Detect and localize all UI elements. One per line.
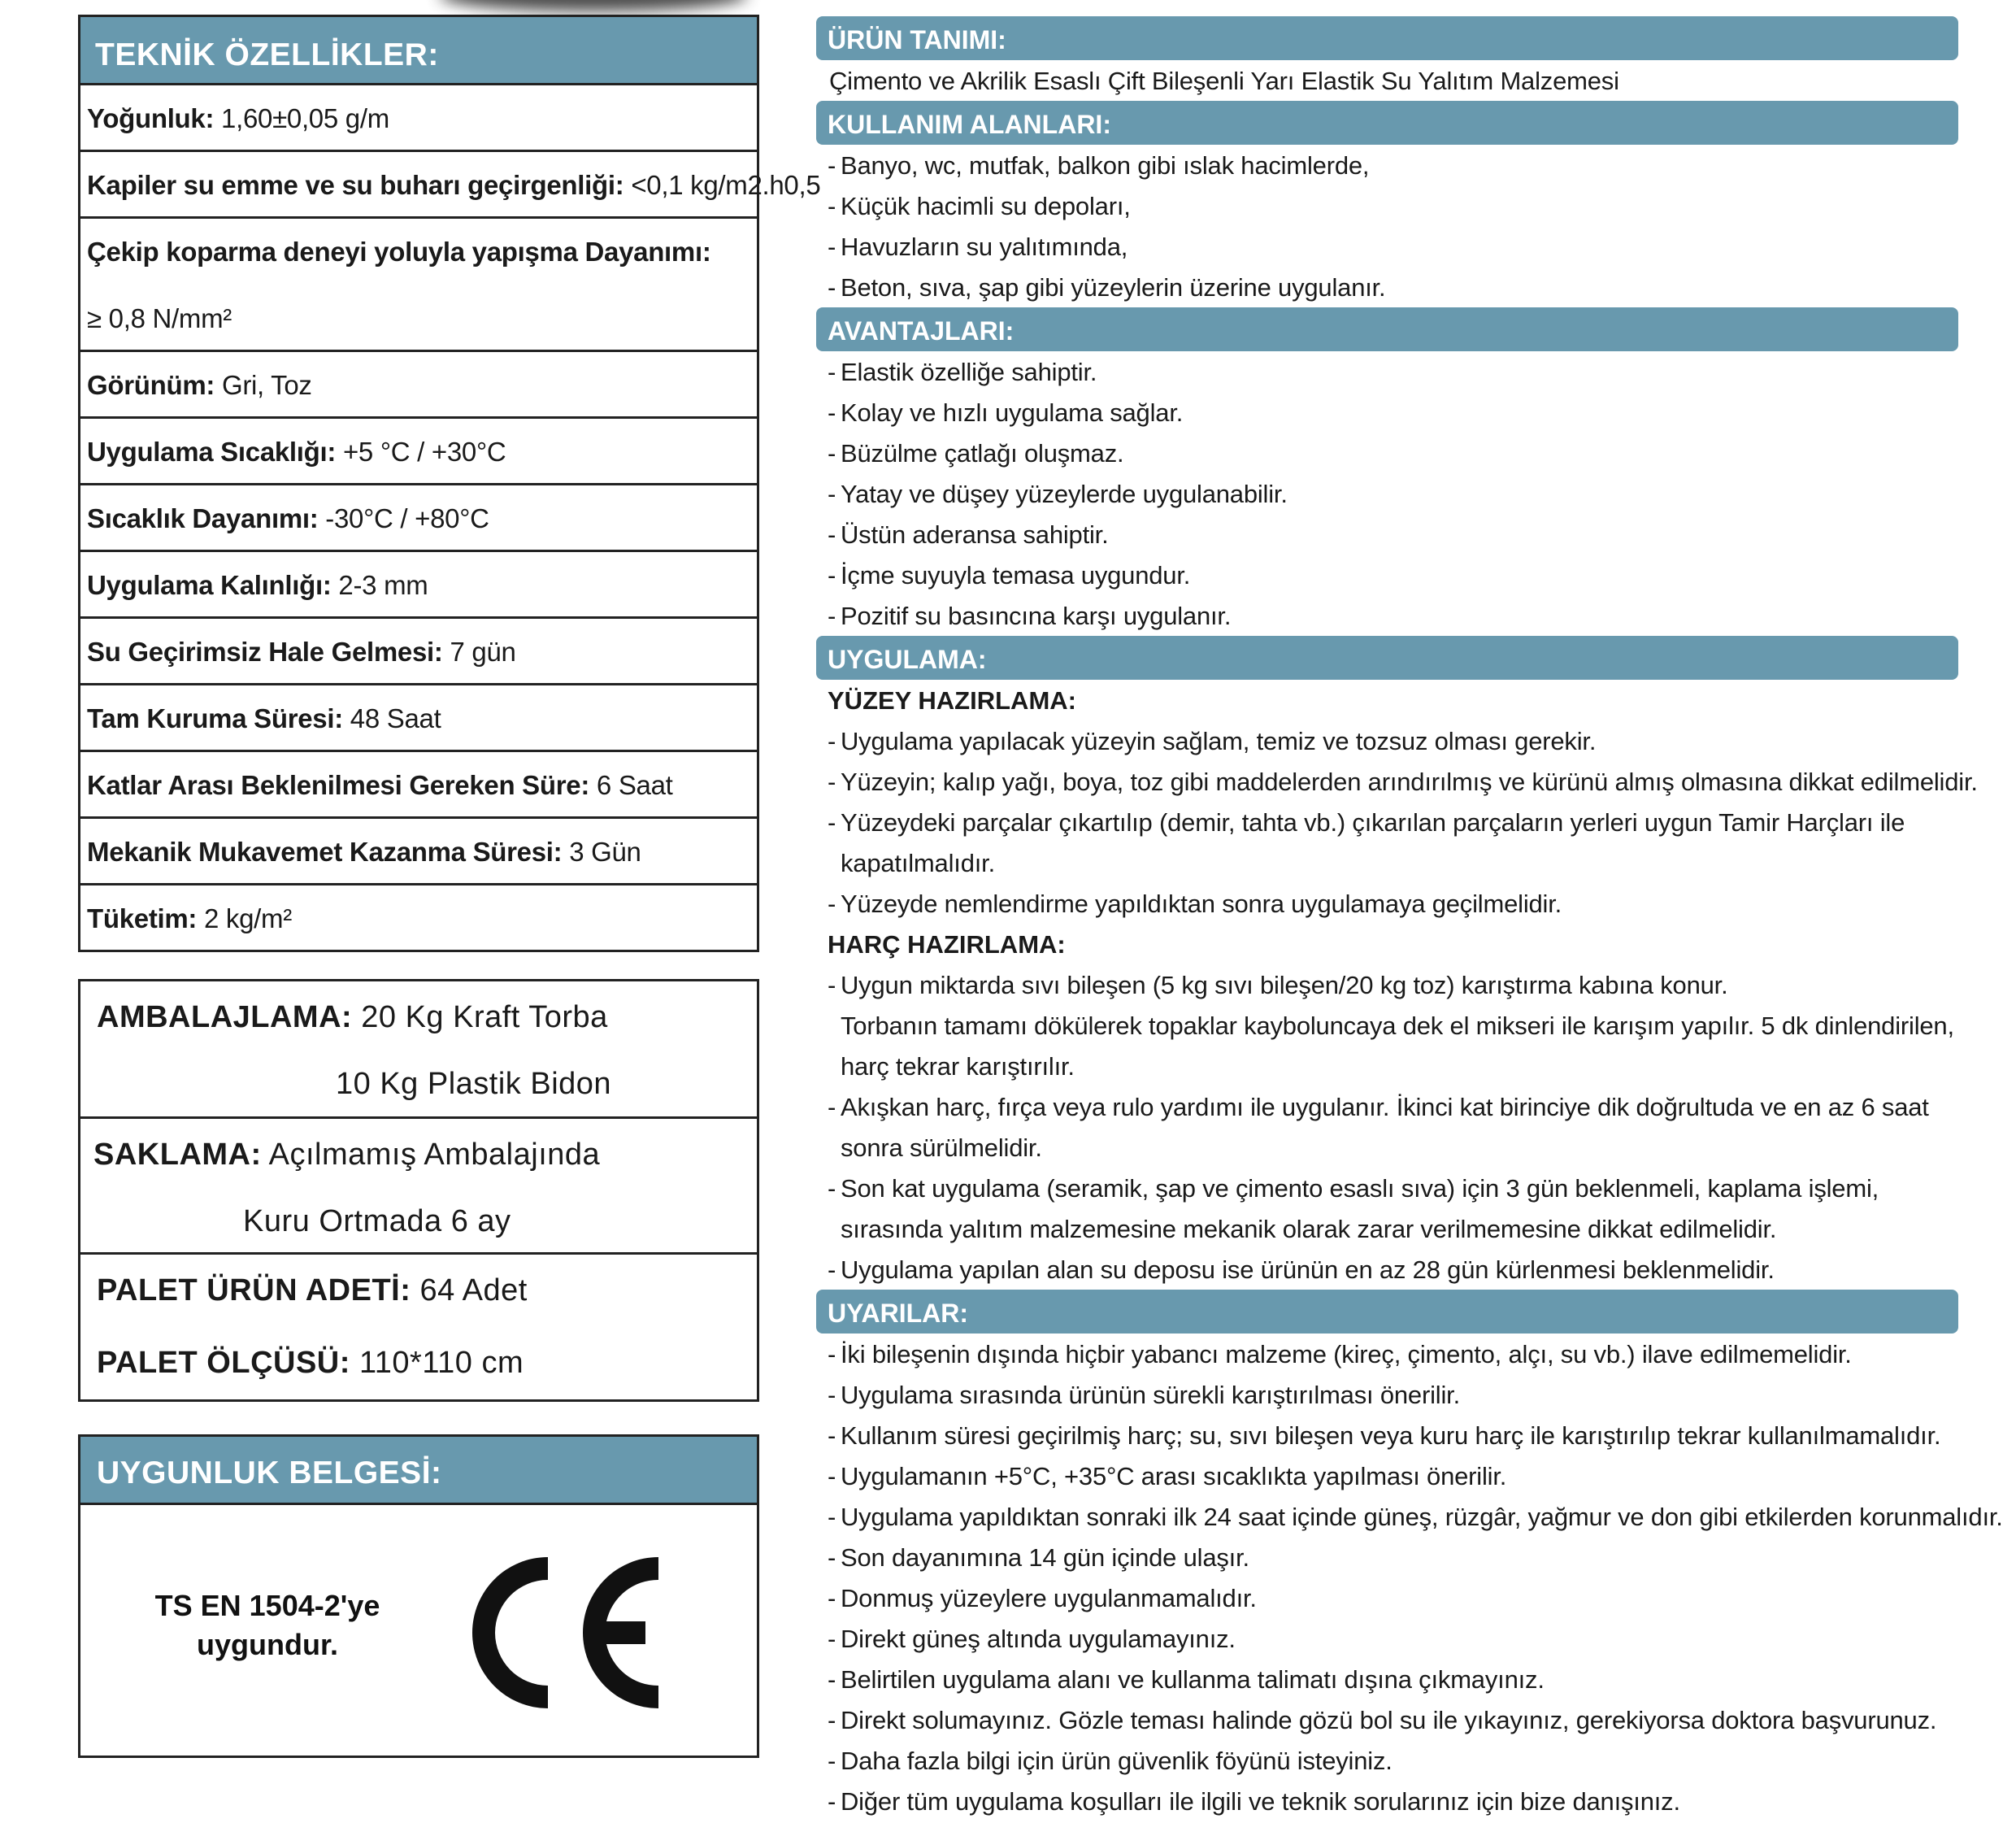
list-item: - Uygulama sırasında ürünün sürekli karıştırılması önerilir. <box>828 1381 1460 1409</box>
spec-label: Uygulama Sıcaklığı: <box>87 437 337 467</box>
conformity-title: UYGUNLUK BELGESİ: <box>78 1434 759 1503</box>
product-description: Çimento ve Akrilik Esaslı Çift Bileşenli Yarı Elastik Su Yalıtım Malzemesi <box>829 67 1619 95</box>
mortar-prep-title: HARÇ HAZIRLAMA: <box>828 930 1066 959</box>
conformity-text-line-2: uygundur. <box>197 1628 338 1661</box>
spec-value: 2-3 mm <box>338 570 428 600</box>
list-item: - Son kat uygulama (seramik, şap ve çimento esaslı sıva) için 3 gün beklenmeli, kaplama işlemi, <box>828 1174 1879 1203</box>
spec-row <box>80 152 821 219</box>
conformity-text <box>129 1586 406 1664</box>
spec-row <box>80 885 757 950</box>
spec-label: Kapiler su emme ve su buharı geçirgenliği: <box>87 170 624 200</box>
packaging-line <box>80 981 757 1053</box>
spec-value: 1,60±0,05 g/m <box>221 103 389 133</box>
packaging-value-2: 10 Kg Plastik Bidon <box>336 1067 612 1101</box>
storage-cell <box>80 1119 757 1255</box>
list-item: - Diğer tüm uygulama koşulları ile ilgili ve teknik sorularınız için bize danışınız. <box>828 1787 1680 1816</box>
list-item: - Yüzeyin; kalıp yağı, boya, toz gibi maddelerden arındırılmış ve kürünü almış olmasına dikkat edilmelidir. <box>828 768 1978 796</box>
left-column <box>78 15 821 1661</box>
spec-row <box>80 552 757 619</box>
list-item: - Büzülme çatlağı oluşmaz. <box>828 439 1124 468</box>
spec-row <box>80 619 757 685</box>
storage-line <box>80 1119 757 1190</box>
conformity-box <box>78 1503 759 1758</box>
pallet-cell <box>80 1255 757 1399</box>
list-item-continuation: harç tekrar karıştırılır. <box>841 1052 1075 1081</box>
product-title: ÜRÜN TANIMI: <box>816 16 1958 60</box>
spec-row <box>80 352 757 419</box>
list-item: - İçme suyuyla temasa uygundur. <box>828 561 1191 590</box>
list-item: - Yatay ve düşey yüzeylerde uygulanabilir. <box>828 480 1288 508</box>
application-title: UYGULAMA: <box>816 636 1958 680</box>
spec-row <box>80 85 757 152</box>
list-item: - Uygulama yapıldıktan sonraki ilk 24 saat içinde güneş, rüzgâr, yağmur ve don gibi etkilerden korunmalıdır. <box>828 1503 2003 1531</box>
list-item: - Uygulama yapılacak yüzeyin sağlam, temiz ve tozsuz olması gerekir. <box>828 727 1597 755</box>
list-item-continuation: Torbanın tamamı dökülerek topaklar kayboluncaya dek el mikseri ile karışım yapılır. 5 dk dinlendirilen, <box>841 1012 1954 1040</box>
spec-label: Çekip koparma deneyi yoluyla yapışma Dayanımı: <box>87 237 711 267</box>
list-item: - Beton, sıva, şap gibi yüzeylerin üzerine uygulanır. <box>828 273 1386 302</box>
spec-value: 3 Gün <box>569 837 641 867</box>
list-item-continuation: sırasında yalıtım malzemesine mekanik olarak zarar verilmemesine dikkat edilmelidir. <box>841 1215 1777 1243</box>
spec-value: <0,1 kg/m2.h0,5 <box>631 170 821 200</box>
list-item: - İki bileşenin dışında hiçbir yabancı malzeme (kireç, çimento, alçı, su vb.) ilave edilmemelidir. <box>828 1340 1852 1368</box>
list-item: - Direkt güneş altında uygulamayınız. <box>828 1625 1236 1653</box>
spec-label: Uygulama Kalınlığı: <box>87 570 332 600</box>
technical-specs-title: TEKNİK ÖZELLİKLER: <box>78 15 759 83</box>
storage-label: SAKLAMA: <box>93 1138 262 1172</box>
list-item: - Elastik özelliğe sahiptir. <box>828 358 1097 386</box>
packaging-value-1: 20 Kg Kraft Torba <box>361 1000 608 1034</box>
list-item: - Uygulama yapılan alan su deposu ise ürünün en az 28 gün kürlenmesi beklenmelidir. <box>828 1255 1775 1284</box>
pallet-size-label: PALET ÖLÇÜSÜ: <box>97 1346 350 1380</box>
technical-specs-table <box>78 83 821 952</box>
list-item: - Banyo, wc, mutfak, balkon gibi ıslak hacimlerde, <box>828 151 1370 180</box>
spec-label: Sıcaklık Dayanımı: <box>87 503 319 533</box>
spec-label: Su Geçirimsiz Hale Gelmesi: <box>87 637 443 667</box>
spec-label: Mekanik Mukavemet Kazanma Süresi: <box>87 837 563 867</box>
pallet-count-value: 64 Adet <box>419 1273 528 1307</box>
right-column <box>816 16 2003 1821</box>
list-item: - Akışkan harç, fırça veya rulo yardımı ile uygulanır. İkinci kat birinciye dik doğrultuda ve en az 6 saat <box>828 1093 1929 1121</box>
spec-value: ≥ 0,8 N/mm² <box>87 303 232 333</box>
spec-label: Tüketim: <box>87 903 198 933</box>
spec-value: 6 Saat <box>596 770 673 800</box>
list-item: - Uygulamanın +5°C, +35°C arası sıcaklıkta yapılması önerilir. <box>828 1462 1507 1490</box>
spec-label: Tam Kuruma Süresi: <box>87 703 343 733</box>
spec-value: Gri, Toz <box>221 370 312 400</box>
spec-row <box>80 819 757 885</box>
list-item: - Pozitif su basıncına karşı uygulanır. <box>828 602 1232 630</box>
spec-row <box>80 752 757 819</box>
list-item: - Donmuş yüzeylere uygulanmamalıdır. <box>828 1584 1257 1612</box>
pallet-size-value: 110*110 cm <box>358 1346 524 1380</box>
ce-mark-icon <box>467 1547 662 1718</box>
spec-row <box>80 685 757 752</box>
list-item: - Kullanım süresi geçirilmiş harç; su, sıvı bileşen veya kuru harç ile karıştırılıp tekrar kullanılmamalıdır. <box>828 1421 1941 1450</box>
spec-row <box>80 419 757 485</box>
packaging-cell <box>80 981 757 1119</box>
warnings-title: UYARILAR: <box>816 1290 1958 1334</box>
storage-value-1: Açılmamış Ambalajında <box>268 1138 601 1172</box>
pallet-count-label: PALET ÜRÜN ADETİ: <box>97 1273 411 1307</box>
spec-row <box>80 219 757 352</box>
list-item: - Daha fazla bilgi için ürün güvenlik föyünü isteyiniz. <box>828 1747 1393 1775</box>
spec-value: -30°C / +80°C <box>325 503 489 533</box>
packaging-storage-table <box>78 979 759 1402</box>
list-item: - Son dayanımına 14 gün içinde ulaşır. <box>828 1543 1249 1572</box>
advantages-title: AVANTAJLARI: <box>816 307 1958 351</box>
pallet-size-line <box>80 1326 757 1399</box>
spec-value: 2 kg/m² <box>204 903 292 933</box>
list-item: - Belirtilen uygulama alanı ve kullanma talimatı dışına çıkmayınız. <box>828 1665 1545 1694</box>
spec-value: 7 gün <box>450 637 516 667</box>
list-item: - Yüzeydeki parçalar çıkartılıp (demir, tahta vb.) çıkarılan parçaların yerleri uygun Tamir Harçları ile <box>828 808 1905 837</box>
packaging-label: AMBALAJLAMA: <box>97 1000 353 1034</box>
surface-prep-title: YÜZEY HAZIRLAMA: <box>828 686 1076 715</box>
spec-label: Görünüm: <box>87 370 215 400</box>
spec-label: Yoğunluk: <box>87 103 215 133</box>
list-item-continuation: kapatılmalıdır. <box>841 849 995 877</box>
list-item: - Havuzların su yalıtımında, <box>828 233 1128 261</box>
spec-value: +5 °C / +30°C <box>342 437 506 467</box>
conformity-text-line-1: TS EN 1504-2'ye <box>154 1589 380 1622</box>
list-item: - Küçük hacimli su depoları, <box>828 192 1131 220</box>
spec-row <box>80 485 757 552</box>
usage-title: KULLANIM ALANLARI: <box>816 101 1958 145</box>
list-item: - Uygun miktarda sıvı bileşen (5 kg sıvı bileşen/20 kg toz) karıştırma kabına konur. <box>828 971 1728 999</box>
top-shadow-decoration <box>439 0 748 11</box>
list-item: - Direkt solumayınız. Gözle teması halinde gözü bol su ile yıkayınız, gerekiyorsa doktora başvurunuz. <box>828 1706 1937 1734</box>
list-item: - Yüzeyde nemlendirme yapıldıktan sonra uygulamaya geçilmelidir. <box>828 890 1562 918</box>
list-item-continuation: sonra sürülmelidir. <box>841 1133 1042 1162</box>
pallet-count-line <box>80 1255 757 1326</box>
spec-label: Katlar Arası Beklenilmesi Gereken Süre: <box>87 770 590 800</box>
spec-value: 48 Saat <box>350 703 441 733</box>
list-item: - Üstün aderansa sahiptir. <box>828 520 1109 549</box>
storage-value-2: Kuru Ortmada 6 ay <box>243 1204 511 1238</box>
list-item: - Kolay ve hızlı uygulama sağlar. <box>828 398 1184 427</box>
